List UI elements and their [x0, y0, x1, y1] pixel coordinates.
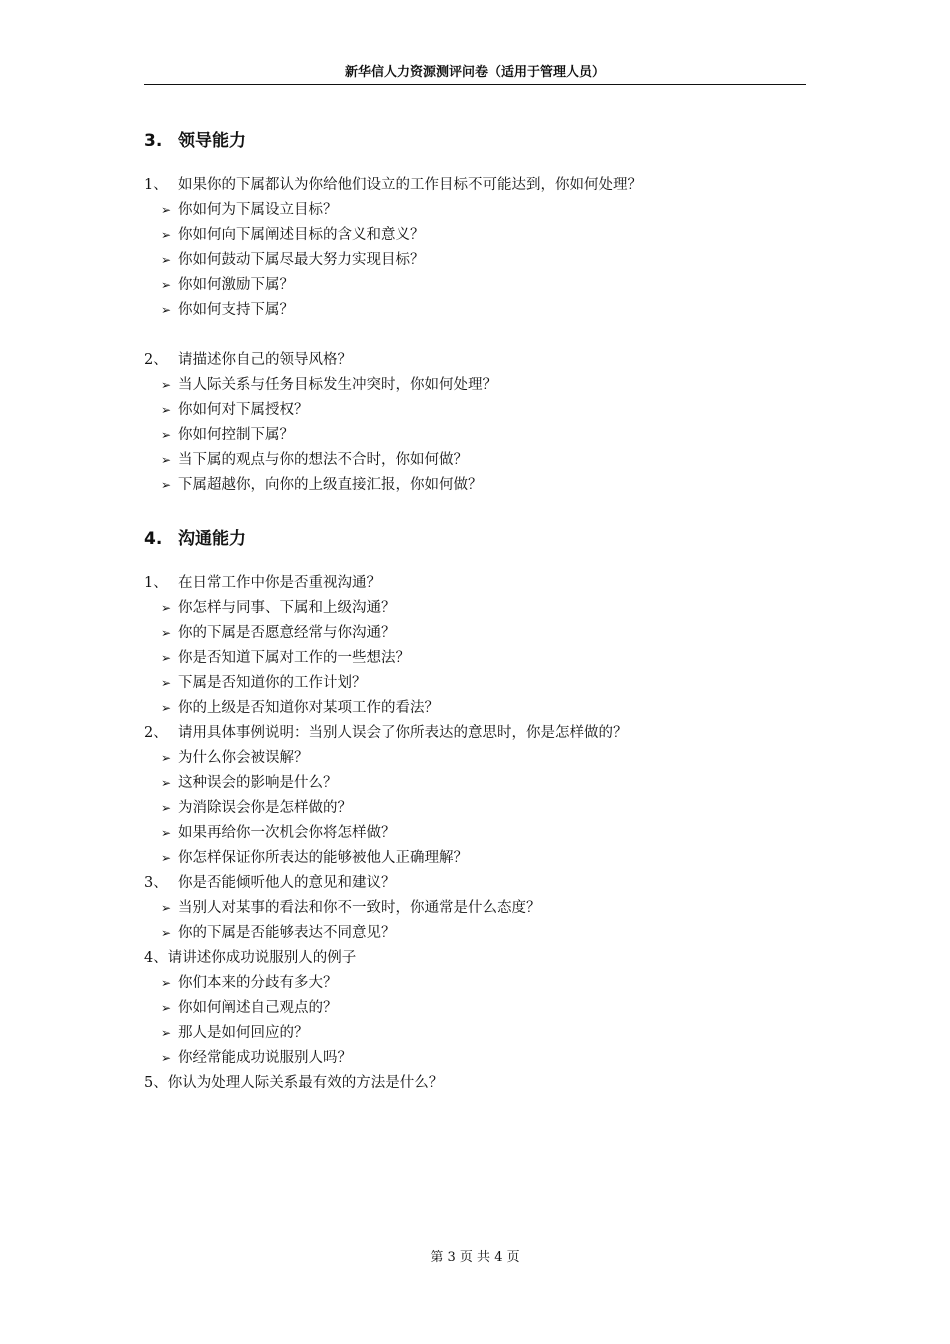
bullet-arrow-icon: ➢	[161, 926, 172, 940]
bullet-arrow-icon: ➢	[161, 751, 172, 765]
section-number: 4.	[144, 529, 163, 549]
bullet-arrow-icon: ➢	[161, 776, 172, 790]
bullet-arrow-icon: ➢	[161, 378, 172, 392]
sub-question: ➢ 当人际关系与任务目标发生冲突时，你如何处理？	[161, 373, 497, 398]
sub-question: ➢ 你怎样保证你所表达的能够被他人正确理解？	[161, 846, 468, 871]
sub-question: ➢ 你如何激励下属？	[161, 273, 294, 298]
sub-question: ➢ 你经常能成功说服别人吗？	[161, 1046, 352, 1071]
bullet-arrow-icon: ➢	[161, 826, 172, 840]
bullet-arrow-icon: ➢	[161, 203, 172, 217]
sub-question: ➢ 为什么你会被误解？	[161, 746, 309, 771]
bullet-arrow-icon: ➢	[161, 851, 172, 865]
section-title-leadership	[144, 126, 246, 151]
bullet-arrow-icon: ➢	[161, 278, 172, 292]
bullet-arrow-icon: ➢	[161, 626, 172, 640]
page-footer	[0, 1246, 950, 1265]
sub-question: ➢ 你是否知道下属对工作的一些想法？	[161, 646, 410, 671]
sub-question: ➢ 你如何支持下属？	[161, 298, 294, 323]
question: 1、 在日常工作中你是否重视沟通？	[144, 575, 381, 591]
sub-question: ➢ 你的下属是否愿意经常与你沟通？	[161, 621, 396, 646]
bullet-arrow-icon: ➢	[161, 478, 172, 492]
header-title: 新华信人力资源测评问卷（适用于管理人员）	[344, 65, 605, 80]
bullet-arrow-icon: ➢	[161, 1001, 172, 1015]
question: 1、 如果你的下属都认为你给他们设立的工作目标不可能达到，你如何处理？	[144, 177, 642, 193]
bullet-arrow-icon: ➢	[161, 453, 172, 467]
bullet-arrow-icon: ➢	[161, 976, 172, 990]
sub-question: ➢ 那人是如何回应的？	[161, 1021, 309, 1046]
bullet-arrow-icon: ➢	[161, 801, 172, 815]
question: 5、你认为处理人际关系最有效的方法是什么？	[144, 1075, 444, 1091]
section-title-text: 沟通能力	[178, 529, 246, 549]
sub-question: ➢ 当别人对某事的看法和你不一致时，你通常是什么态度？	[161, 896, 541, 921]
section-number: 3.	[144, 131, 163, 151]
sub-question: ➢ 你怎样与同事、下属和上级沟通？	[161, 596, 396, 621]
sub-question: ➢ 当下属的观点与你的想法不合时，你如何做？	[161, 448, 468, 473]
bullet-arrow-icon: ➢	[161, 253, 172, 267]
page-header	[144, 64, 806, 85]
sub-question: ➢ 这种误会的影响是什么？	[161, 771, 338, 796]
sub-question: ➢ 你们本来的分歧有多大？	[161, 971, 338, 996]
sub-question: ➢ 你如何对下属授权？	[161, 398, 309, 423]
sub-question: ➢ 如果再给你一次机会你将怎样做？	[161, 821, 396, 846]
sub-question: ➢ 你如何鼓动下属尽最大努力实现目标？	[161, 248, 425, 273]
sub-question: ➢ 下属是否知道你的工作计划？	[161, 671, 367, 696]
bullet-arrow-icon: ➢	[161, 428, 172, 442]
question: 2、 请用具体事例说明：当别人误会了你所表达的意思时，你是怎样做的？	[144, 725, 628, 741]
bullet-arrow-icon: ➢	[161, 1051, 172, 1065]
sub-question: ➢ 下属超越你，向你的上级直接汇报，你如何做？	[161, 473, 483, 498]
section-title-communication	[144, 524, 246, 549]
bullet-arrow-icon: ➢	[161, 228, 172, 242]
section-title-text: 领导能力	[178, 131, 246, 151]
sub-question: ➢ 你的下属是否能够表达不同意见？	[161, 921, 396, 946]
sub-question: ➢ 你如何向下属阐述目标的含义和意义？	[161, 223, 425, 248]
sub-question: ➢ 你如何为下属设立目标？	[161, 198, 338, 223]
sub-question: ➢ 为消除误会你是怎样做的？	[161, 796, 352, 821]
question: 4、请讲述你成功说服别人的例子	[144, 950, 357, 966]
bullet-arrow-icon: ➢	[161, 651, 172, 665]
sub-question: ➢ 你如何阐述自己观点的？	[161, 996, 338, 1021]
bullet-arrow-icon: ➢	[161, 303, 172, 317]
page-number: 第 3 页 共 4 页	[430, 1250, 520, 1265]
sub-question: ➢ 你的上级是否知道你对某项工作的看法？	[161, 696, 439, 721]
bullet-arrow-icon: ➢	[161, 676, 172, 690]
bullet-arrow-icon: ➢	[161, 1026, 172, 1040]
question: 2、 请描述你自己的领导风格？	[144, 352, 352, 368]
sub-question: ➢ 你如何控制下属？	[161, 423, 294, 448]
bullet-arrow-icon: ➢	[161, 403, 172, 417]
bullet-arrow-icon: ➢	[161, 701, 172, 715]
bullet-arrow-icon: ➢	[161, 601, 172, 615]
bullet-arrow-icon: ➢	[161, 901, 172, 915]
question: 3、 你是否能倾听他人的意见和建议？	[144, 875, 396, 891]
